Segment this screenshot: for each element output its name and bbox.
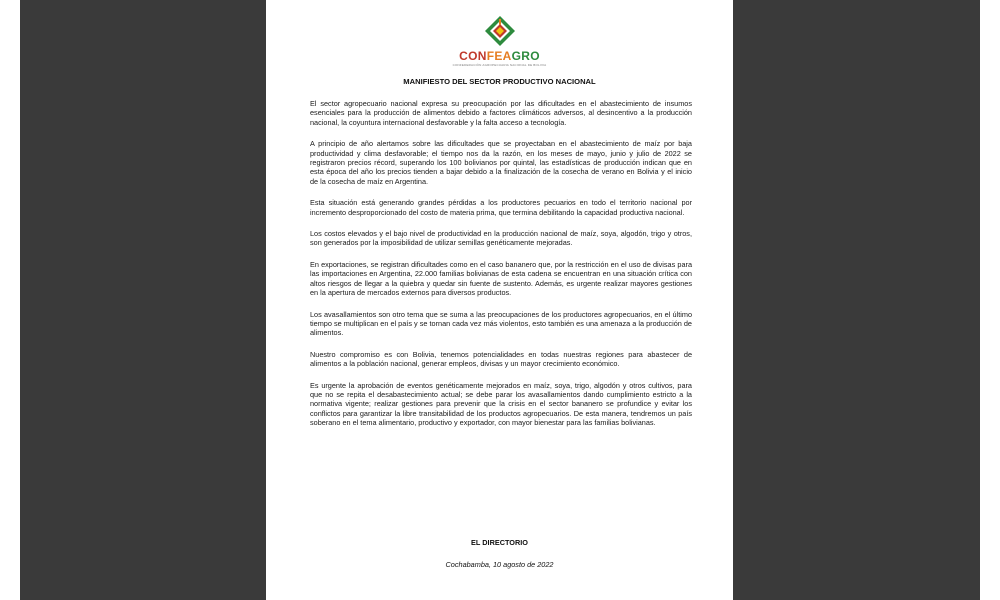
logo-subtitle: CONFEDERACIÓN AGROPECUARIA NACIONAL DE BOLIVIA — [452, 63, 547, 67]
paragraph-2: A principio de año alertamos sobre las dificultades que se proyectaban en el abastecimiento de maíz por baja productividad y clima desfavorable; el tiempo nos da la razón, en los meses de mayo, junio y julio de 2022 se registraron precios récord, superando los 100 bolivianos por quintal, las estadísticas de producción indican que en esta época del año los precios tienden a bajar debido a la finalización de la cosecha de verano en Bolivia y el inicio de la cosecha de maíz en Argentina. — [310, 139, 692, 186]
paragraph-1: El sector agropecuario nacional expresa su preocupación por las dificultades en el abastecimiento de insumos esenciales para la producción de alimentos debido a factores climáticos adversos, al desincentivo a la producción nacional, la coyuntura internacional desfavorable y la falta acceso a tecnología. — [310, 99, 692, 127]
dateline: Cochabamba, 10 agosto de 2022 — [445, 560, 554, 569]
logo-word-con: CON — [459, 49, 487, 63]
confeagro-emblem-icon — [484, 15, 516, 47]
confeagro-logo — [266, 15, 733, 67]
paragraph-7: Nuestro compromiso es con Bolivia, tenemos potencialidades en todas nuestras regiones para abastecer de alimentos a la población nacional, generar empleos, divisas y un mayor crecimiento económico. — [310, 349, 692, 369]
signature: EL DIRECTORIO — [471, 538, 528, 547]
paragraph-3: Esta situación está generando grandes pérdidas a los productores pecuarios en todo el territorio nacional por incremento desproporcionado del costo de materia prima, que termina debilitando la capacidad productiva nacional. — [310, 198, 692, 217]
paragraph-4: Los costos elevados y el bajo nivel de productividad en la producción nacional de maíz, soya, algodón, trigo y otros, son generados por la imposibilidad de utilizar semillas genéticamente mejoradas. — [310, 229, 692, 248]
logo-word-fea: FEA — [486, 49, 512, 63]
logo-wordmark — [266, 49, 733, 63]
paragraph-8: Es urgente la aprobación de eventos genéticamente mejorados en maíz, soya, trigo, algodón y otros cultivos, para que no se repita el desabastecimiento actual; se debe parar los avasallamientos dando cumplimiento estricto a la normativa vigente; realizar gestiones para prevenir que la crisis en el sector bananero se profundice y evitar los conflictos para garantizar la libre transitabilidad de los productos agropecuarios. De esta manera, tendremos un país soberano en el tema alimentario, productivo y exportador, con mayor bienestar para las familias bolivianas. — [310, 380, 692, 428]
paragraph-5: En exportaciones, se registran dificultades como en el caso bananero que, por la restricción en el uso de divisas para las importaciones en Argentina, 22.000 familias bolivianas de esta cadena se encuentran en una situación crítica con altos riesgos de llegar a la quiebra y quedar sin fuente de sustento. Además, es urgente realizar mayores gestiones en la apertura de mercados externos para diversos productos. — [310, 259, 692, 298]
document-body — [310, 99, 692, 440]
document-title: MANIFIESTO DEL SECTOR PRODUCTIVO NACIONAL — [403, 77, 596, 86]
logo-word-gro: GRO — [511, 49, 540, 63]
paragraph-6: Los avasallamientos son otro tema que se suma a las preocupaciones de los productores agropecuarios, en el último tiempo se multiplican en el país y se tornan cada vez más violentos, esto también es una amenaza a la producción de alimentos. — [310, 309, 692, 338]
document-page — [266, 0, 733, 600]
